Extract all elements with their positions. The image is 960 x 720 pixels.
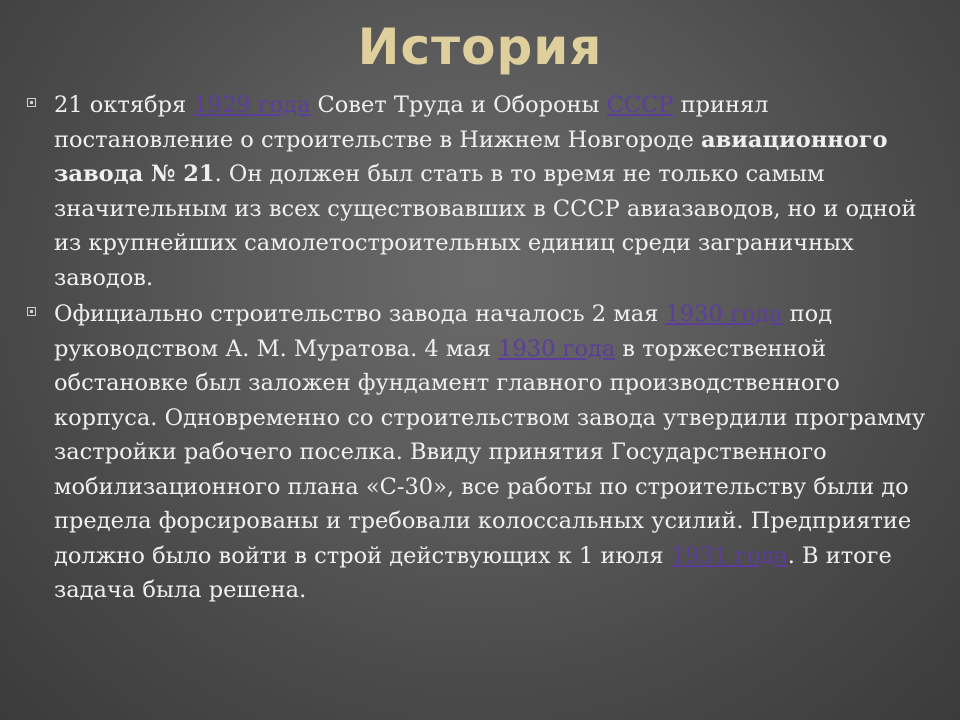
- link-1929-year[interactable]: 1929 года: [193, 92, 311, 118]
- slide-content: [24, 88, 929, 610]
- slide-title: История: [357, 18, 603, 76]
- link-1930-year-first[interactable]: 1930 года: [665, 301, 783, 327]
- paragraph-2: [24, 297, 929, 608]
- paragraph-1-text-1: 21 октября: [54, 92, 194, 118]
- square-bullet-icon: [27, 307, 36, 316]
- paragraph-1-text-3: принял постановление о строительстве в Нижнем Новгороде: [54, 92, 769, 153]
- paragraph-2-text-1: Официально строительство завода началось 2 мая: [54, 301, 666, 327]
- paragraph-2-text-4: . В итоге задача была решена.: [54, 542, 892, 603]
- link-1930-year-second[interactable]: 1930 года: [498, 335, 616, 362]
- paragraph-2-text-2: под руководством А. М. Муратова. 4 мая: [54, 301, 833, 362]
- paragraph-2-text-3: в торжественной обстановке был заложен фундамент главного производственного корпуса. Одновременно со строительством завода утвердили программу застройки рабочего поселка. Ввиду принятия Государственного мобилизационного плана «С-30», все работы по строительству были до предела форсированы и требовали колоссальных усилий. Предприятие должно было войти в строй действующих к 1 июля: [54, 335, 926, 569]
- link-ussr[interactable]: СССР: [606, 92, 674, 118]
- paragraph-1-text-2: Совет Труда и Обороны: [310, 92, 607, 118]
- link-1931-year[interactable]: 1931 года: [670, 542, 788, 569]
- paragraph-1-text-4: . Он должен был стать в то время не только самым значительным из всех существовавших в СССР авиазаводов, но и одной из крупнейших самолетостроительных единиц среди заграничных заводов.: [54, 161, 917, 291]
- square-bullet-icon: [27, 98, 36, 107]
- paragraph-1-bold-plant-name: авиационного завода № 21: [54, 126, 888, 187]
- paragraph-1: [24, 88, 929, 295]
